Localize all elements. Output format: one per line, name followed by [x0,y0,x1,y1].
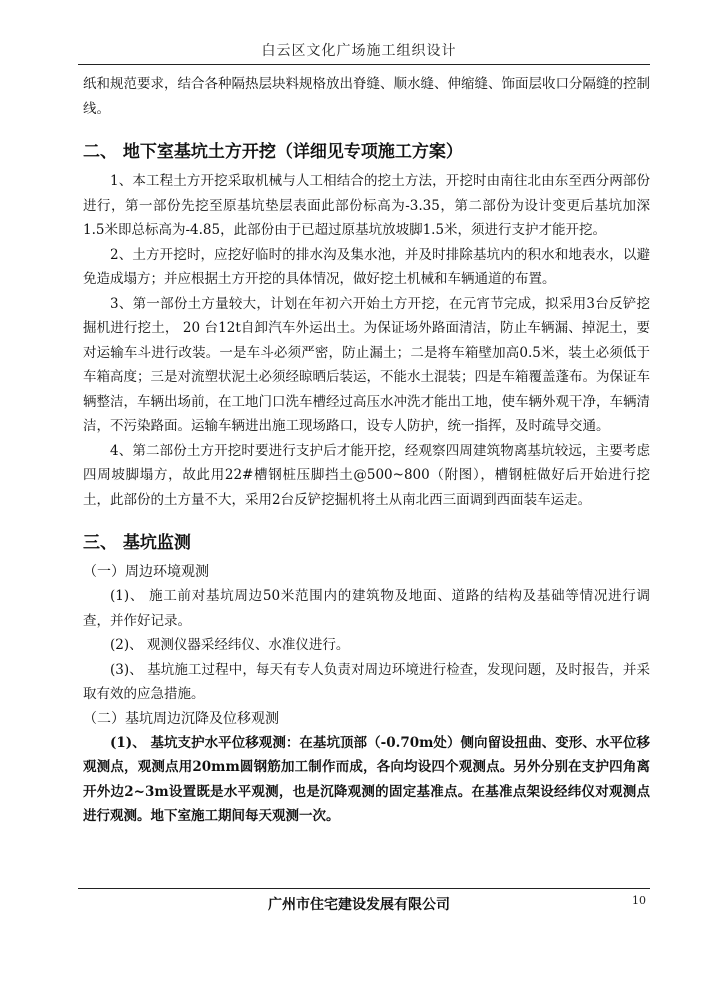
section-2-paragraph-1: 1、本工程土方开挖采取机械与人工相结合的挖土方法，开挖时由南往北由东至西分两部份进行，第一部份先挖至原基坑垫层表面此部份标高为-3.35，第二部份为设计变更后基坑加深1.5米即总标高为-4.85，此部份由于已超过原基坑放坡脚1.5米，须进行支护才能开挖。 [83,173,650,238]
footer-company-name: 广州市住宅建设发展有限公司 [268,897,450,913]
intro-paragraph: 纸和规范要求，结合各种隔热层块料规格放出脊缝、顺水缝、伸缩缝、饰面层收口分隔缝的控制线。 [83,76,650,117]
section-2-paragraph-2: 2、土方开挖时，应挖好临时的排水沟及集水池，并及时排除基坑内的积水和地表水，以避免造成塌方；并应根据土方开挖的具体情况，做好挖土机械和车辆通道的布置。 [83,246,650,287]
subsection-1-item-3: (3)、 基坑施工过程中，每天有专人负责对周边环境进行检查，发现问题，及时报告，并采取有效的应急措施。 [83,661,650,702]
section-2-paragraph-4: 4、第二部份土方开挖时要进行支护后才能开挖，经观察四周建筑物离基坑较远，主要考虑四周坡脚塌方，故此用22#槽钢桩压脚挡土@500~800（附图），槽钢桩做好后开始进行挖土，此部份的土方量不大，采用2台反铲挖掘机将土从南北西三面调到西面装车运走。 [83,442,650,508]
footer-divider [78,888,650,889]
subsection-2-heading: （二）基坑周边沉降及位移观测 [83,710,279,727]
page-number: 10 [632,894,646,907]
section-2-paragraph-3: 3、第一部份土方量较大，计划在年初六开始土方开挖，在元宵节完成，拟采用3台反铲挖掘机进行挖土， 20 台12t自卸汽车外运出土。为保证场外路面清洁，防止车辆漏、掉泥土，要对运输车斗进行改装。一是车斗必须严密，防止漏土；二是将车箱壁加高0.5米，装土必须低于车箱高度；三是对流塑状泥土必须经晾晒后装运，不能水土混装；四是车箱覆盖蓬布。为保证车辆整洁，车辆出场前，在工地门口洗车槽经过高压水冲洗才能出工地，使车辆外观干净，车辆清洁，不污染路面。运输车辆进出施工现场路口，设专人防护，统一指挥，及时疏导交通。 [83,295,650,434]
header-title: 白云区文化广场施工组织设计 [261,43,457,59]
subsection-1-heading: （一）周边环境观测 [83,564,209,580]
header-divider [78,64,650,65]
subsection-2-item-1: (1)、 基坑支护水平位移观测：在基坑顶部（-0.70m处）侧向留设扭曲、变形、水平位移观测点，观测点用20mm圆钢筋加工制作而成，各向均设四个观测点。另外分别在支护四角离开外边2~3m设置既是水平观测，也是沉降观测的固定基准点。在基准点架设经纬仪对观测点进行观测。地下室施工期间每天观测一次。 [83,734,650,824]
subsection-1-item-2: (2)、 观测仪器采经纬仪、水准仪进行。 [110,637,350,653]
section-2-heading: 二、 地下室基坑土方开挖（详细见专项施工方案） [83,142,463,162]
section-3-heading: 三、 基坑监测 [83,533,191,553]
subsection-1-item-1: (1)、 施工前对基坑周边50米范围内的建筑物及地面、道路的结构及基础等情况进行调查，并作好记录。 [83,588,650,629]
document-body [83,72,650,829]
